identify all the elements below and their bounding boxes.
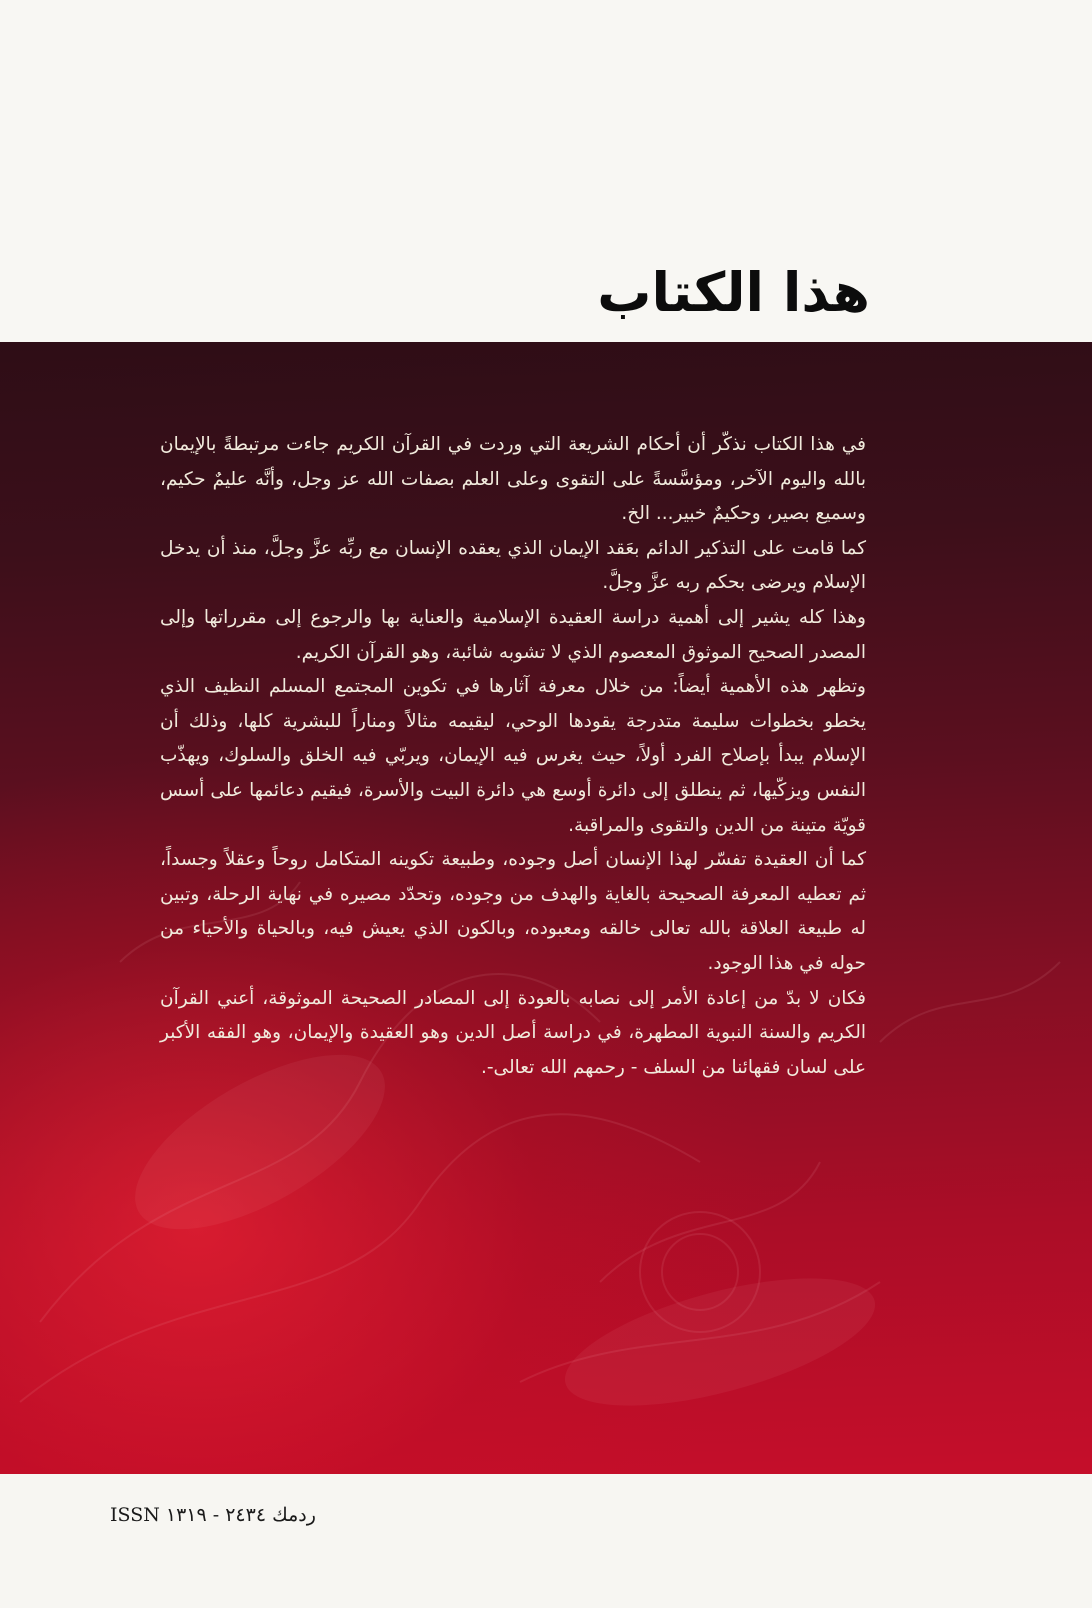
paragraph: في هذا الكتاب نذكّر أن أحكام الشريعة التي وردت في القرآن الكريم جاءت مرتبطةً بالإيمان بالله واليوم الآخر، ومؤسَّسةً على التقوى وعلى العلم بصفات الله عز وجل، وأنَّه عليمٌ حكيم، وسميع بصير، وحكيمٌ خبير... الخ. — [160, 434, 866, 525]
description-panel — [0, 342, 1092, 1474]
book-description — [160, 428, 866, 1085]
top-area — [0, 0, 1092, 342]
paragraph: فكان لا بدّ من إعادة الأمر إلى نصابه بالعودة إلى المصادر الصحيحة الموثوقة، أعني القرآن الكريم والسنة النبوية المطهرة، في دراسة أصل الدين وهو العقيدة والإيمان، وهو الفقه الأكبر على لسان فقهائنا من السلف - رحمهم الله تعالى-. — [160, 987, 866, 1078]
paragraph: كما قامت على التذكير الدائم بعَقد الإيمان الذي يعقده الإنسان مع ربِّه عزَّ وجلَّ، منذ أن يدخل الإسلام ويرضى بحكم ربه عزَّ وجلَّ. — [160, 537, 866, 594]
paragraph: كما أن العقيدة تفسّر لهذا الإنسان أصل وجوده، وطبيعة تكوينه المتكامل روحاً وعقلاً وجسداً، ثم تعطيه المعرفة الصحيحة بالغاية والهدف من وجوده، وتحدّد مصيره في نهاية الرحلة، وتبين له طبيعة العلاقة بالله تعالى خالقه ومعبوده، وبالكون الذي يعيش فيه، وبالحياة والأحياء من حوله في هذا الوجود. — [160, 849, 866, 974]
footer — [0, 1474, 1092, 1608]
book-section-title: هذا الكتاب — [597, 261, 870, 324]
paragraph: وهذا كله يشير إلى أهمية دراسة العقيدة الإسلامية والعناية بها والرجوع إلى مقرراتها وإلى المصدر الصحيح الموثوق المعصوم الذي لا تشوبه شائبة، وهو القرآن الكريم. — [160, 606, 866, 663]
paragraph: وتظهر هذه الأهمية أيضاً: من خلال معرفة آثارها في تكوين المجتمع المسلم النظيف الذي يخطو بخطوات سليمة متدرجة يقودها الوحي، ليقيمه مثالاً ومناراً للبشرية كلها، وذلك أن الإسلام يبدأ بإصلاح الفرد أولاً، حيث يغرس فيه الإيمان، ويربّي فيه الخلق والسلوك، ويهذّب النفس ويزكّيها، ثم ينطلق إلى دائرة أوسع هي دائرة البيت والأسرة، فيقيم دعائمها على أسس قويّة متينة من الدين والتقوى والمراقبة. — [160, 676, 866, 836]
isbn-label: ردمك ٢٤٣٤ - ١٣١٩ ISSN — [110, 1504, 316, 1526]
